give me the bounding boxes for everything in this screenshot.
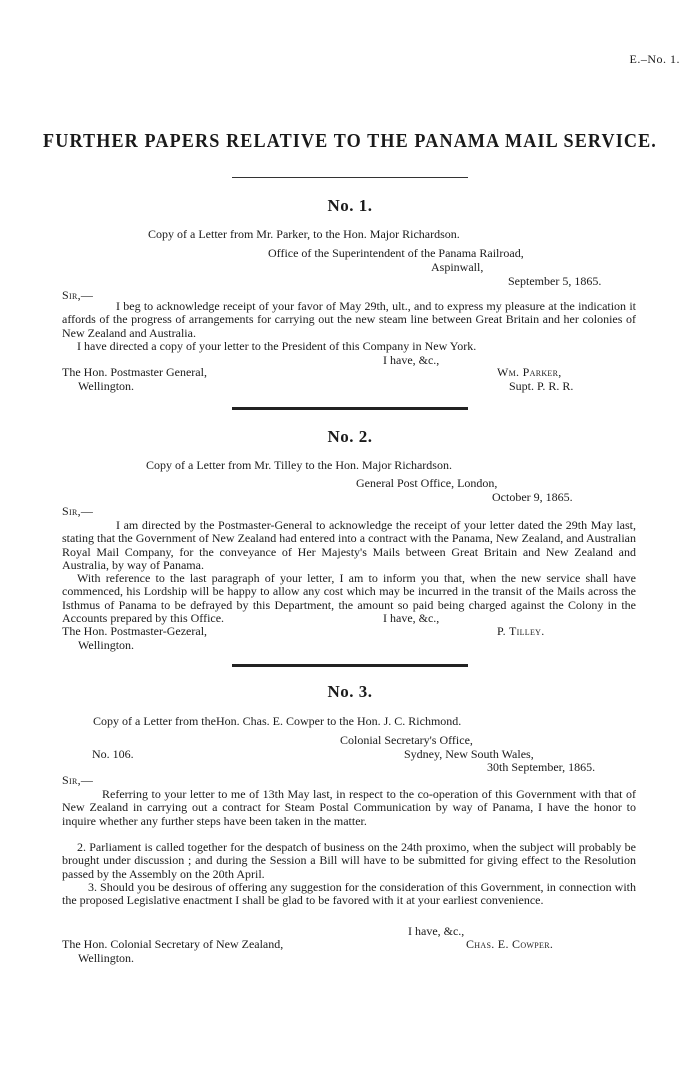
letter-2-recipient-line-2: Wellington. bbox=[78, 638, 135, 652]
letter-3-recipient-line-2: Wellington. bbox=[78, 951, 135, 965]
page-title: FURTHER PAPERS RELATIVE TO THE PANAMA MAIL SERVICE. bbox=[43, 131, 657, 152]
letter-1-address-line-1: Office of the Superintendent of the Panama Railroad, bbox=[268, 246, 524, 260]
letter-3-date: 30th September, 1865. bbox=[487, 760, 596, 774]
letter-divider-2 bbox=[232, 664, 468, 667]
letter-1-salutation: Sir,— bbox=[62, 288, 94, 302]
letter-2-salutation: Sir,— bbox=[62, 504, 94, 518]
letter-3-address-line-2: Sydney, New South Wales, bbox=[404, 747, 534, 761]
letter-1-signature-name: Wm. Parker, bbox=[497, 365, 562, 379]
page-reference: E.–No. 1. bbox=[629, 52, 680, 66]
letter-3-address-line-1: Colonial Secretary's Office, bbox=[340, 733, 473, 747]
letter-3-recipient-line-1: The Hon. Colonial Secretary of New Zealand, bbox=[62, 937, 284, 951]
letter-2-closing: I have, &c., bbox=[383, 611, 440, 625]
letter-2-date: October 9, 1865. bbox=[492, 490, 573, 504]
letter-3-heading: Copy of a Letter from theHon. Chas. E. Cowper to the Hon. J. C. Richmond. bbox=[93, 714, 462, 728]
letter-1-closing: I have, &c., bbox=[383, 353, 440, 367]
letter-3-file-number: No. 106. bbox=[92, 747, 134, 761]
letter-3-paragraph-2: 2. Parliament is called together for the despatch of business on the 24th proximo, when the subject will probably be brought under discussion ; and during the Session a Bill will have to be submitted for giving effect to the Resolution passed by the Assembly on the 20th April. bbox=[62, 840, 636, 881]
letter-2-paragraph-1: I am directed by the Postmaster-General to acknowledge the receipt of your letter dated the 29th May last, stating that the Government of New Zealand had entered into a contract with the Panama, New Zealand, and Australian Royal Mail Company, for the conveyance of Her Majesty's Mails between Great Britain and New Zealand and Australia, by way of Panama. bbox=[62, 518, 636, 572]
letter-2-heading: Copy of a Letter from Mr. Tilley to the Hon. Major Richardson. bbox=[146, 458, 452, 472]
title-divider bbox=[232, 177, 468, 178]
letter-3-number: No. 3. bbox=[327, 682, 373, 701]
letter-1-recipient-line-2: Wellington. bbox=[78, 379, 135, 393]
letter-2-recipient-line-1: The Hon. Postmaster-Gezeral, bbox=[62, 624, 208, 638]
letter-divider-1 bbox=[232, 407, 468, 410]
letter-3-paragraph-1: Referring to your letter to me of 13th May last, in respect to the co-operation of this Government with that of New Zealand in carrying out a contract for Steam Postal Communication by way of Panama, I have the honor to inquire whether any further steps have been taken in the matter. bbox=[62, 787, 636, 828]
letter-1-recipient-line-1: The Hon. Postmaster General, bbox=[62, 365, 207, 379]
letter-3-salutation: Sir,— bbox=[62, 773, 94, 787]
letter-1-paragraph-1: I beg to acknowledge receipt of your favor of May 29th, ult., and to express my pleasure at the indication it affords of the progress of arrangements for carrying out the new steam line between Great Britain and her colonies of New Zealand and Australia. bbox=[62, 299, 636, 340]
letter-3-signature-name: Chas. E. Cowper. bbox=[466, 937, 554, 951]
letter-2-paragraph-2: With reference to the last paragraph of your letter, I am to inform you that, when the new service shall have commenced, his Lordship will be happy to allow any cost which may be incurred in the transit of the Mails across the Isthmus of Panama to be defrayed by this Department, the amount so paid being charged against the Colony in the Accounts prepared by this Office. bbox=[62, 571, 636, 625]
letter-1-date: September 5, 1865. bbox=[508, 274, 602, 288]
letter-2-number: No. 2. bbox=[327, 427, 373, 446]
letter-3-closing: I have, &c., bbox=[408, 924, 465, 938]
letter-1-address-line-2: Aspinwall, bbox=[431, 260, 484, 274]
letter-1-paragraph-2: I have directed a copy of your letter to the President of this Company in New York. bbox=[77, 339, 477, 353]
letter-1-signature-title: Supt. P. R. R. bbox=[509, 379, 574, 393]
letter-3-paragraph-3: 3. Should you be desirous of offering any suggestion for the consideration of this Government, in connection with the proposed Legislative enactment I shall be glad to be favored with it at your earliest convenience. bbox=[62, 880, 636, 908]
letter-2-signature-name: P. Tilley. bbox=[497, 624, 545, 638]
letter-1-heading: Copy of a Letter from Mr. Parker, to the Hon. Major Richardson. bbox=[148, 227, 460, 241]
letter-2-address-line-1: General Post Office, London, bbox=[356, 476, 498, 490]
letter-1-number: No. 1. bbox=[327, 196, 373, 215]
